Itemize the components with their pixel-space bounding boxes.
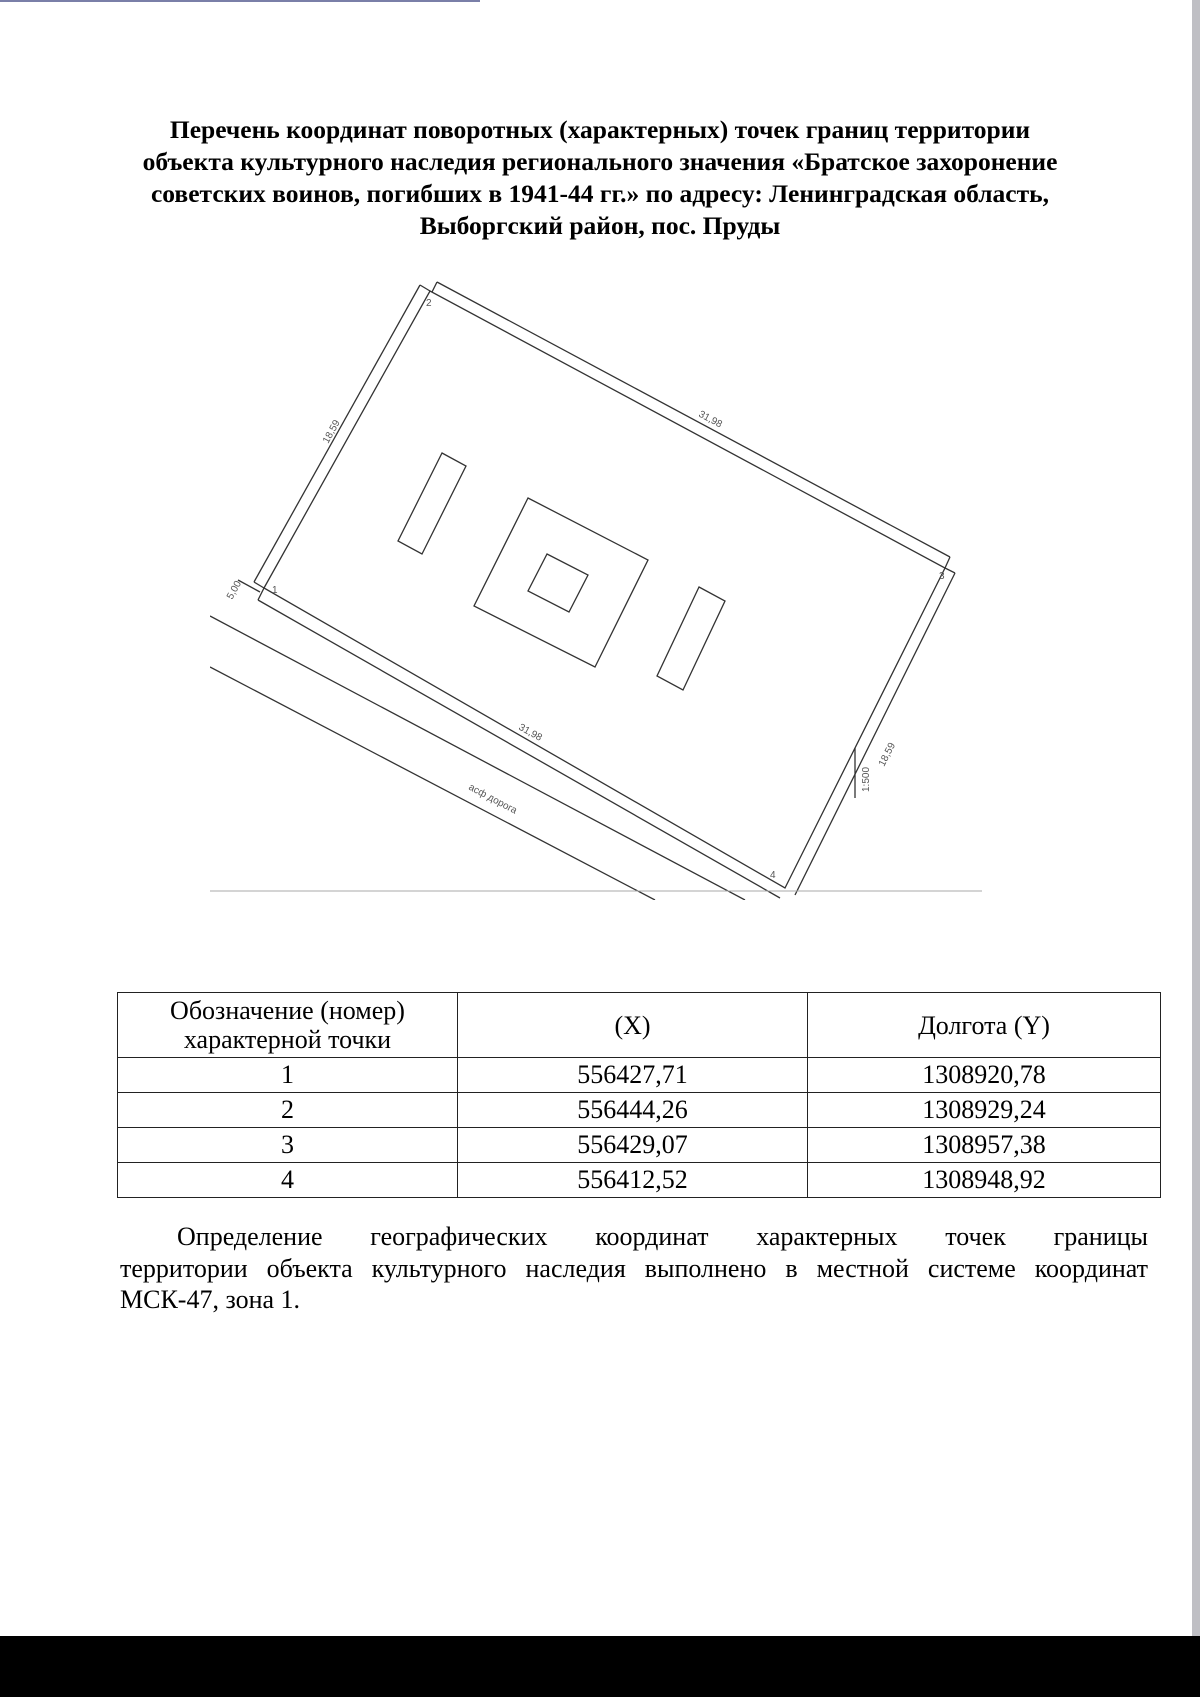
dimension-label: 31,98 <box>696 408 724 431</box>
cell-x: 556429,07 <box>458 1128 808 1163</box>
cell-x: 556427,71 <box>458 1058 808 1093</box>
note-line: МСК-47, зона 1. <box>120 1285 301 1314</box>
table-header-row <box>118 993 1161 1058</box>
cell-point: 1 <box>118 1058 458 1093</box>
dimension-line <box>258 600 780 898</box>
dimension-tick <box>945 568 955 573</box>
cell-point: 3 <box>118 1128 458 1163</box>
scan-edge-line <box>0 0 480 2</box>
road-edge <box>210 667 655 900</box>
monument-base <box>474 498 648 667</box>
header-point <box>118 993 458 1058</box>
dimension-line <box>795 573 955 895</box>
scan-bottom-band <box>0 1636 1200 1697</box>
grave-slab-left <box>398 453 466 554</box>
cell-x: 556444,26 <box>458 1093 808 1128</box>
dimension-tick <box>432 282 437 292</box>
table-row <box>118 1058 1161 1093</box>
cell-y: 1308929,24 <box>808 1093 1161 1128</box>
road-label: асф дорога <box>466 781 519 817</box>
cell-point: 4 <box>118 1163 458 1198</box>
cell-y: 1308957,38 <box>808 1128 1161 1163</box>
header-point-line1: Обозначение (номер) <box>170 996 405 1025</box>
title-line: советских воинов, погибших в 1941-44 гг.» по адресу: Ленинградская область, <box>150 179 1049 208</box>
title-line: Выборгский район, пос. Пруды <box>419 211 781 240</box>
point-label: 2 <box>426 298 432 309</box>
point-label: 1 <box>272 585 278 596</box>
dimension-tick <box>420 285 430 291</box>
header-y: Долгота (Y) <box>808 993 1161 1058</box>
header-x: (X) <box>458 993 808 1058</box>
coordinates-table <box>117 992 1161 1198</box>
point-label: 4 <box>770 870 776 881</box>
dimension-label: 5,00 <box>225 579 245 602</box>
table-row <box>118 1128 1161 1163</box>
dimension-label: 18,59 <box>321 418 343 446</box>
page-edge <box>1192 0 1200 1636</box>
cell-point: 2 <box>118 1093 458 1128</box>
note-paragraph <box>120 1221 1148 1316</box>
dimension-label: 18,59 <box>876 741 899 769</box>
monument-center <box>528 554 588 612</box>
document-title <box>110 114 1090 242</box>
dimension-tick <box>254 582 264 588</box>
grave-slab-right <box>657 587 725 690</box>
cell-x: 556412,52 <box>458 1163 808 1198</box>
site-plan <box>210 270 990 900</box>
title-line: Перечень координат поворотных (характерных) точек границ территории <box>169 115 1031 144</box>
point-label: 3 <box>939 571 945 582</box>
dimension-label: 31,98 <box>516 722 544 744</box>
title-line: объекта культурного наследия регионального значения «Братское захоронение <box>142 147 1058 176</box>
dimension-line <box>437 282 950 557</box>
cell-y: 1308920,78 <box>808 1058 1161 1093</box>
header-point-line2: характерной точки <box>183 1025 392 1054</box>
note-line: Определение географических координат характерных точек границы <box>177 1222 1148 1251</box>
scale-label: 1:500 <box>861 766 872 792</box>
note-line: территории объекта культурного наследия выполнено в местной системе координат <box>120 1253 1148 1283</box>
table-row <box>118 1163 1161 1198</box>
dimension-tick <box>258 588 264 600</box>
site-plan-drawing <box>210 270 990 900</box>
cell-y: 1308948,92 <box>808 1163 1161 1198</box>
table-row <box>118 1093 1161 1128</box>
dimension-tick <box>945 557 950 568</box>
